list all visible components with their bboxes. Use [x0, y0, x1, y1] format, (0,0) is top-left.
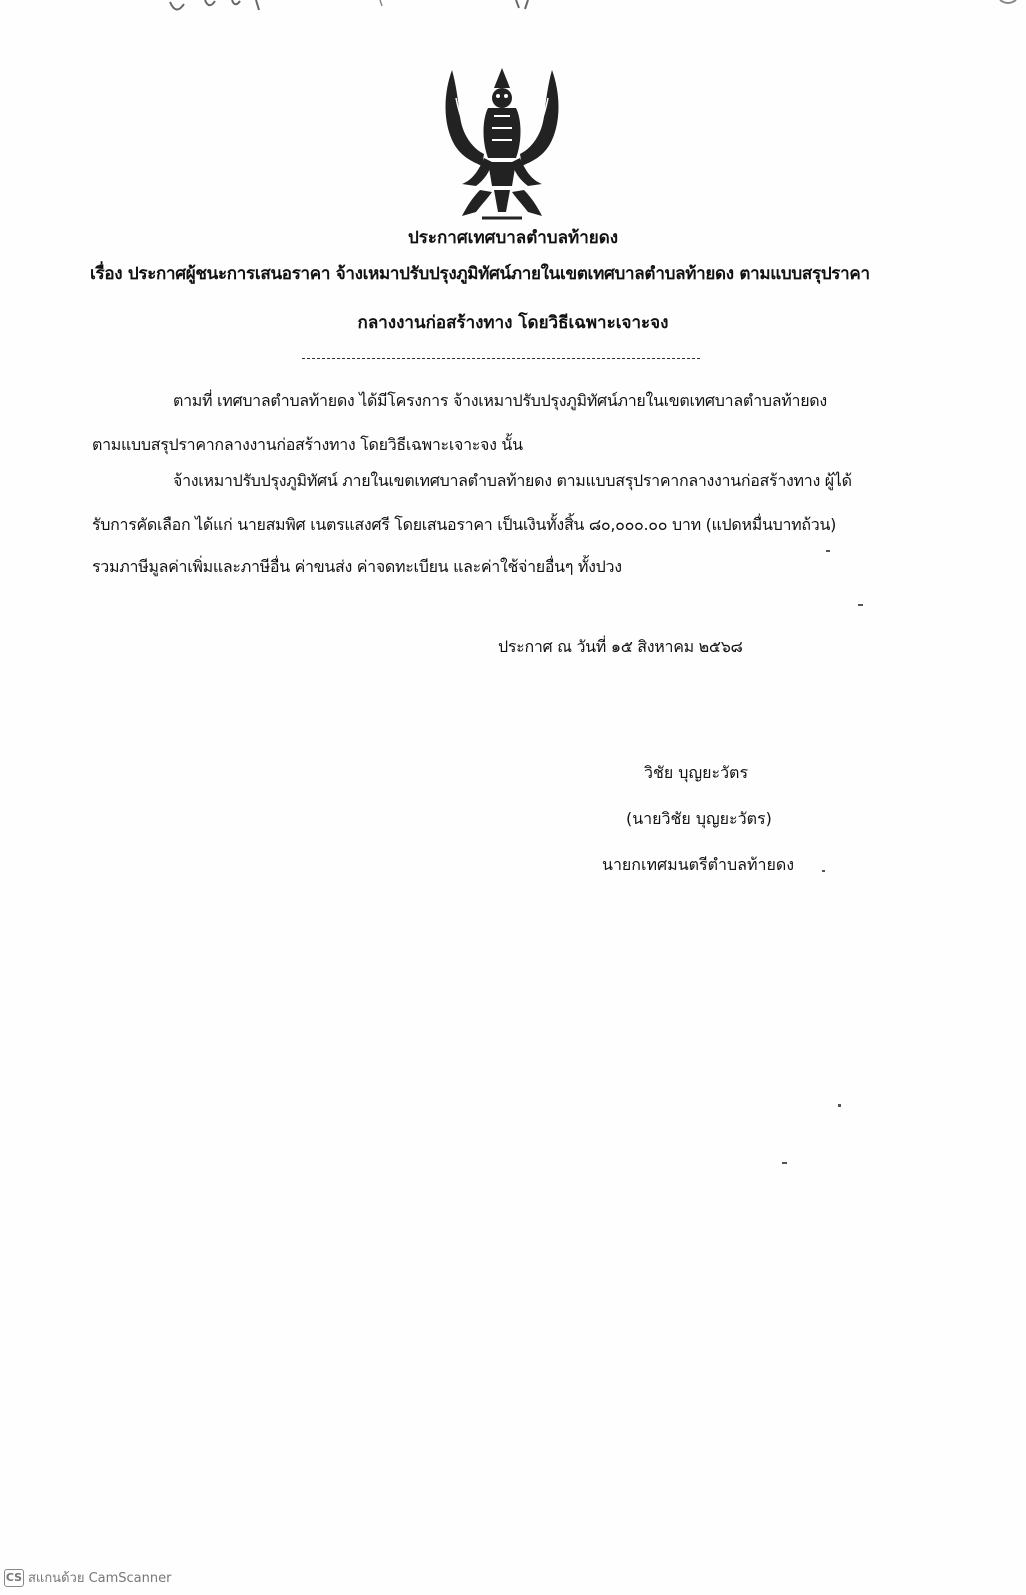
subject-line-1: เรื่อง ประกาศผู้ชนะการเสนอราคา จ้างเหมาปรับปรุงภูมิทัศน์ภายในเขตเทศบาลตำบลท้ายดง ตามแบบสรุปราคา	[90, 264, 870, 284]
scan-speck	[838, 1104, 841, 1107]
scan-edge-marks	[0, 0, 1026, 24]
paragraph2-line3: รวมภาษีมูลค่าเพิ่มและภาษีอื่น ค่าขนส่ง ค่าจดทะเบียน และค่าใช้จ่ายอื่นๆ ทั้งปวง	[92, 557, 622, 576]
camscanner-label: สแกนด้วย CamScanner	[28, 1571, 172, 1586]
announce-date: ประกาศ ณ วันที่ ๑๕ สิงหาคม ๒๕๖๘	[498, 637, 743, 656]
signer-position: นายกเทศมนตรีตำบลท้ายดง	[602, 855, 795, 874]
signer-printed-name: (นายวิชัย บุญยะวัตร)	[626, 809, 772, 828]
garuda-emblem-icon	[432, 62, 572, 222]
paragraph2-line1: จ้างเหมาปรับปรุงภูมิทัศน์ ภายในเขตเทศบาลตำบลท้ายดง ตามแบบสรุปราคากลางงานก่อสร้างทาง ผู้ได้	[173, 471, 852, 490]
camscanner-logo-icon: CS	[4, 1569, 24, 1587]
scan-speck	[782, 1162, 787, 1164]
scan-speck	[822, 870, 825, 872]
paragraph1-line1: ตามที่ เทศบาลตำบลท้ายดง ได้มีโครงการ จ้างเหมาปรับปรุงภูมิทัศน์ภายในเขตเทศบาลตำบลท้ายดง	[173, 391, 827, 410]
signature: วิชัย บุญยะวัตร	[644, 763, 749, 782]
divider-line	[302, 358, 700, 359]
subject-line-2: กลางงานก่อสร้างทาง โดยวิธีเฉพาะเจาะจง	[357, 313, 669, 333]
scan-speck	[858, 604, 863, 606]
camscanner-watermark	[4, 1567, 171, 1588]
paragraph2-line2: รับการคัดเลือก ได้แก่ นายสมพิศ เนตรแสงศรี โดยเสนอราคา เป็นเงินทั้งสิ้น ๘๐,๐๐๐.๐๐ บาท (แปดหมื่นบาทถ้วน)	[92, 515, 837, 534]
paragraph1-line2: ตามแบบสรุปราคากลางงานก่อสร้างทาง โดยวิธีเฉพาะเจาะจง นั้น	[92, 435, 523, 454]
announcement-title: ประกาศเทศบาลตำบลท้ายดง	[407, 228, 619, 248]
scan-speck	[826, 550, 830, 552]
